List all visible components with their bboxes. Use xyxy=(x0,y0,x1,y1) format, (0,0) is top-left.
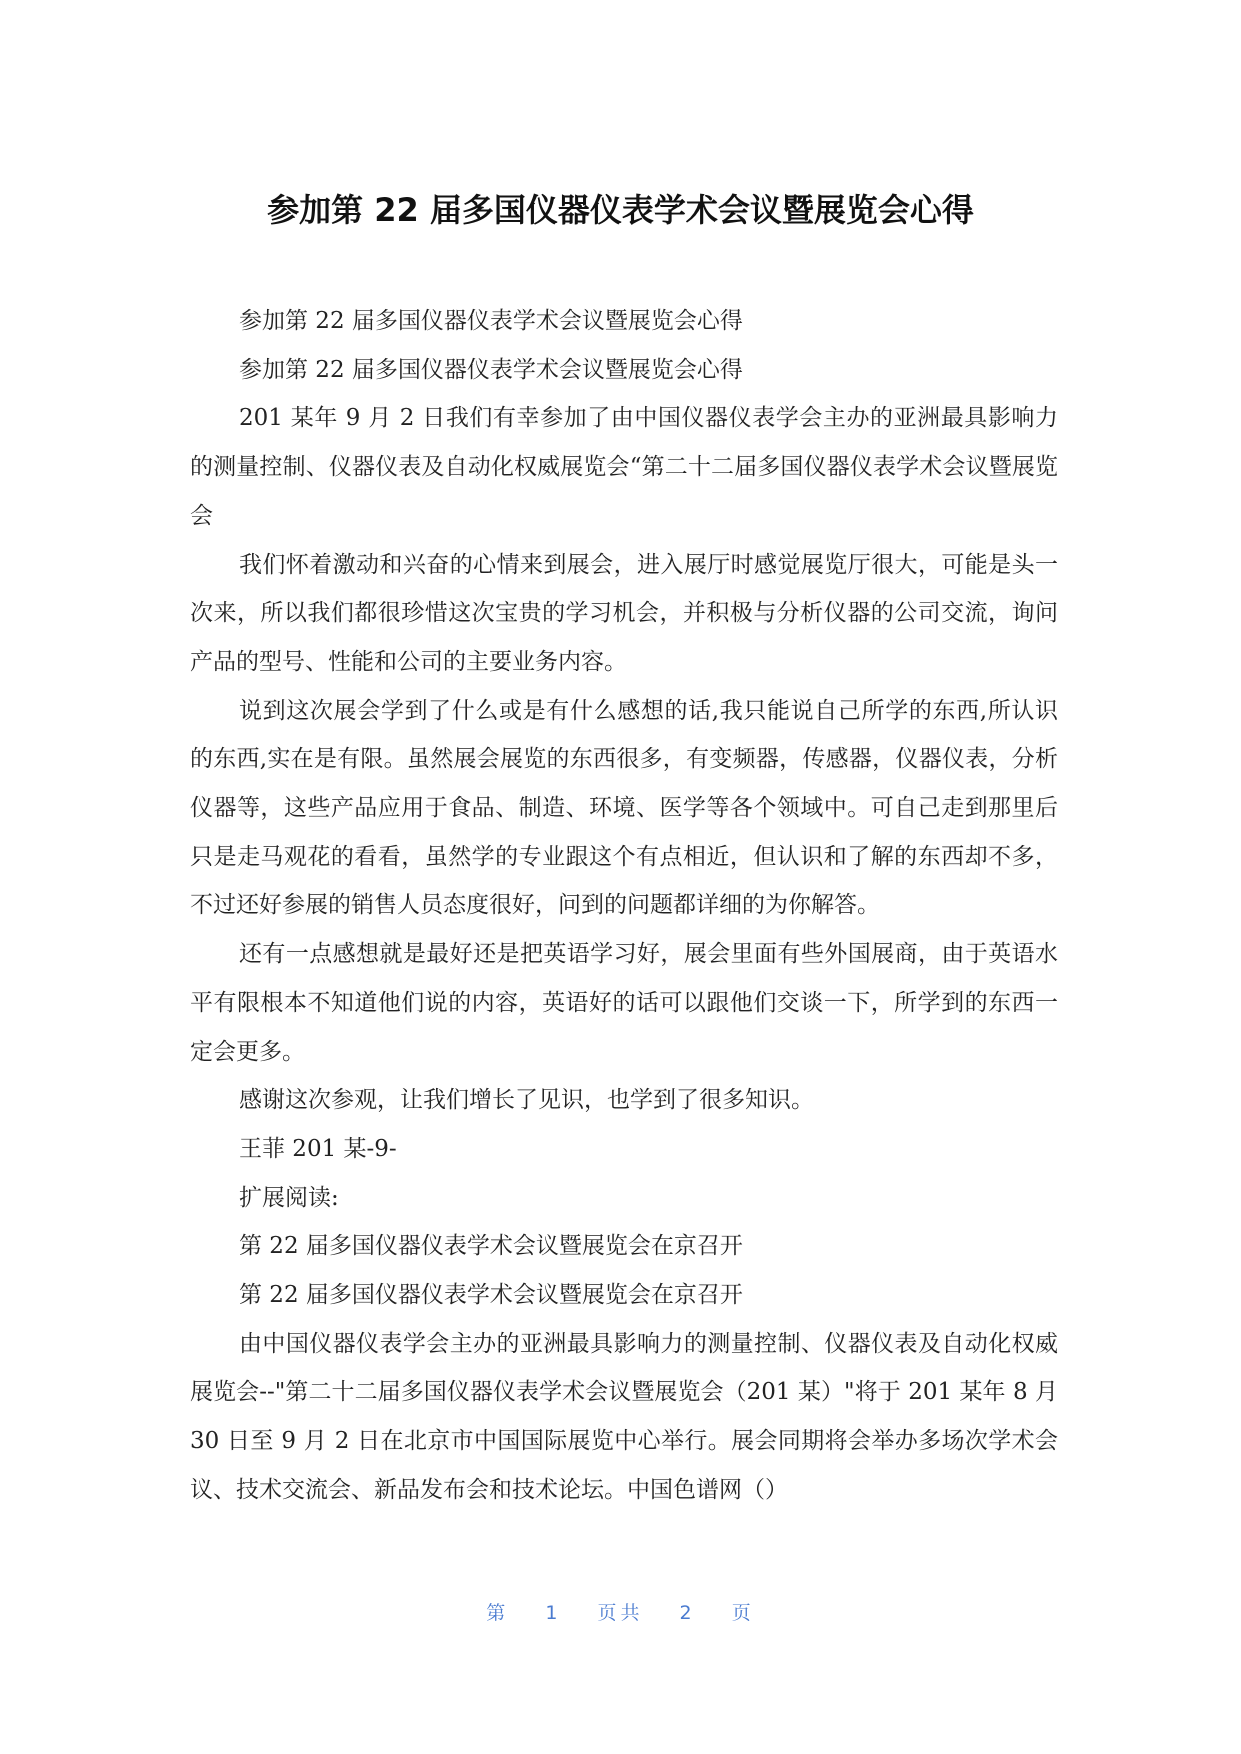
paragraph: 参加第 22 届多国仪器仪表学术会议暨展览会心得 xyxy=(239,356,743,383)
paragraph: 201 某年 9 月 2 日我们有幸参加了由中国仪器仪表学会主办的亚洲最具影响力的测量控制、仪器仪表及自动化权威展览会“第二十二届多国仪器仪表学术会议暨展览会 xyxy=(190,405,1058,529)
paragraph: 感谢这次参观，让我们增长了见识，也学到了很多知识。 xyxy=(239,1087,814,1114)
paragraph: 第 22 届多国仪器仪表学术会议暨展览会在京召开 xyxy=(239,1233,743,1260)
document-body xyxy=(190,297,1058,1515)
extended-reading-label: 扩展阅读: xyxy=(239,1184,339,1211)
footer-middle: 页共 xyxy=(597,1602,644,1624)
paragraph: 由中国仪器仪表学会主办的亚洲最具影响力的测量控制、仪器仪表及自动化权威展览会--"第二十二届多国仪器仪表学术会议暨展览会（201 某）"将于 201 某年 8 月 30 日至 9 月 2 日在北京市中国国际展览中心举行。展会同期将会举办多场次学术会议、技术交流会、新品发布会和技术论坛。中国色谱网（） xyxy=(190,1330,1058,1503)
footer-prefix: 第 xyxy=(486,1602,510,1624)
signature-line: 王菲 201 某-9- xyxy=(239,1135,397,1162)
footer-suffix: 页 xyxy=(731,1602,755,1624)
footer-total-pages: 2 xyxy=(679,1602,696,1624)
page-number-footer xyxy=(0,1598,1241,1625)
document-title: 参加第 22 届多国仪器仪表学术会议暨展览会心得 xyxy=(267,191,974,229)
footer-current-page: 1 xyxy=(545,1602,562,1624)
paragraph: 说到这次展会学到了什么或是有什么感想的话,我只能说自己所学的东西,所认识的东西,实在是有限。虽然展会展览的东西很多，有变频器，传感器，仪器仪表，分析仪器等，这些产品应用于食品、制造、环境、医学等各个领域中。可自己走到那里后只是走马观花的看看，虽然学的专业跟这个有点相近，但认识和了解的东西却不多，不过还好参展的销售人员态度很好，问到的问题都详细的为你解答。 xyxy=(190,697,1058,919)
paragraph: 第 22 届多国仪器仪表学术会议暨展览会在京召开 xyxy=(239,1282,743,1309)
paragraph: 还有一点感想就是最好还是把英语学习好，展会里面有些外国展商，由于英语水平有限根本不知道他们说的内容，英语好的话可以跟他们交谈一下，所学到的东西一定会更多。 xyxy=(190,941,1058,1065)
paragraph: 参加第 22 届多国仪器仪表学术会议暨展览会心得 xyxy=(239,308,743,334)
paragraph: 我们怀着激动和兴奋的心情来到展会，进入展厅时感觉展览厅很大，可能是头一次来，所以我们都很珍惜这次宝贵的学习机会，并积极与分析仪器的公司交流，询问产品的型号、性能和公司的主要业务内容。 xyxy=(190,551,1058,675)
